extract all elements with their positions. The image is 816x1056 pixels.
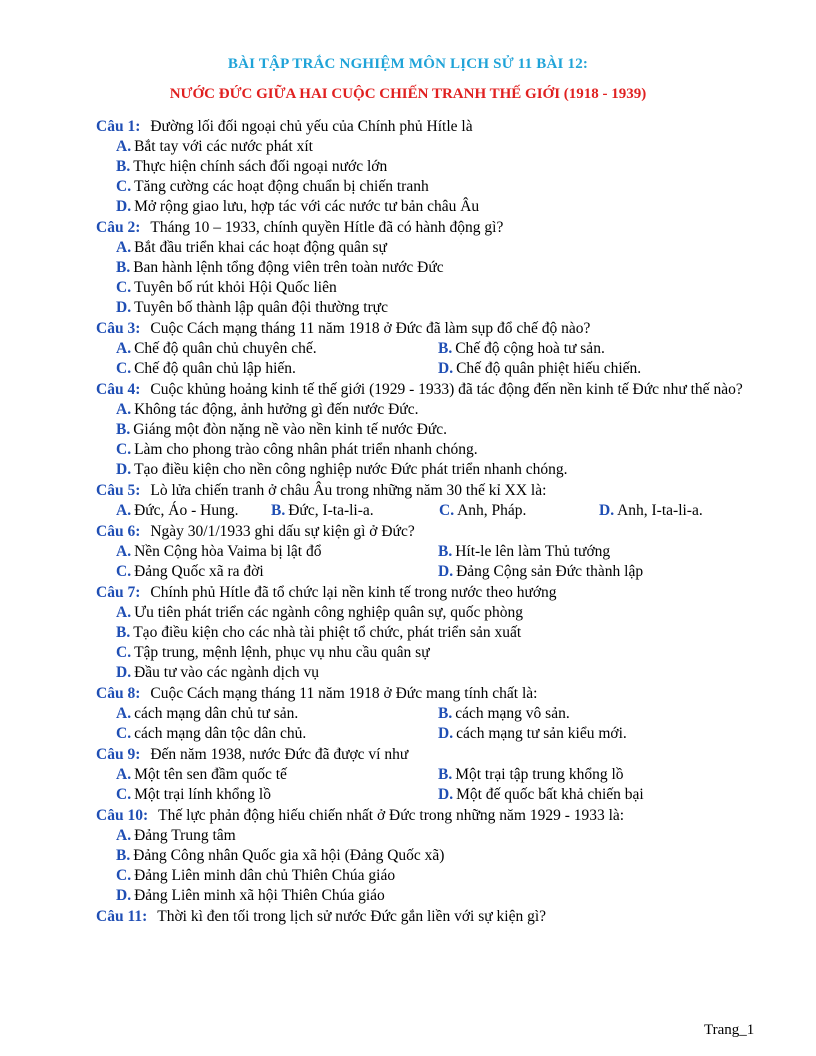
option-row [116, 177, 766, 197]
answer-options [96, 137, 766, 217]
option-row [116, 785, 766, 805]
option-text: Ban hành lệnh tổng động viên trên toàn nước Đức [133, 259, 444, 276]
option-text: Bắt đầu triển khai các hoạt động quân sự [134, 239, 387, 256]
option-letter: B. [116, 421, 131, 438]
option-row [116, 137, 766, 157]
answer-option [116, 663, 319, 683]
answer-option [116, 724, 438, 744]
answer-option [116, 339, 438, 359]
option-letter: B. [116, 158, 131, 175]
question-stem [96, 380, 766, 400]
option-text: Tạo điều kiện cho nền công nghiệp nước Đức phát triển nhanh chóng. [134, 461, 568, 478]
option-letter: A. [116, 401, 132, 418]
option-letter: B. [116, 624, 131, 641]
question-text: Thời kì đen tối trong lịch sử nước Đức gắn liền với sự kiện gì? [157, 908, 547, 925]
question-text: Cuộc khủng hoảng kinh tế thế giới (1929 - 1933) đã tác động đến nền kinh tế Đức như thế nào? [150, 381, 743, 398]
answer-options [96, 765, 766, 805]
option-text: Một đế quốc bất khả chiến bại [456, 786, 644, 803]
option-letter: D. [599, 502, 615, 519]
question-label: Câu 8: [96, 685, 141, 702]
option-letter: D. [438, 563, 454, 580]
option-letter: D. [116, 299, 132, 316]
question-stem [96, 907, 766, 927]
option-letter: B. [116, 847, 131, 864]
answer-option [438, 562, 760, 582]
question-text: Đến năm 1938, nước Đức đã được ví như [150, 746, 409, 763]
option-text: cách mạng vô sản. [455, 705, 570, 722]
option-letter: B. [438, 340, 453, 357]
answer-option [116, 846, 444, 866]
answer-option [599, 501, 703, 521]
option-text: Không tác động, ảnh hưởng gì đến nước Đức. [134, 401, 419, 418]
option-row [116, 623, 766, 643]
question-item [96, 907, 766, 927]
option-text: Giáng một đòn nặng nề vào nền kinh tế nước Đức. [133, 421, 448, 438]
option-text: cách mạng dân tộc dân chủ. [134, 725, 307, 742]
question-text: Cuộc Cách mạng tháng 11 năm 1918 ở Đức mang tính chất là: [150, 685, 538, 702]
option-row [116, 157, 766, 177]
question-label: Câu 3: [96, 320, 141, 337]
option-letter: A. [116, 543, 132, 560]
question-item [96, 380, 766, 480]
option-row [116, 238, 766, 258]
option-letter: C. [116, 178, 132, 195]
answer-option [116, 623, 521, 643]
option-letter: A. [116, 705, 132, 722]
question-stem [96, 319, 766, 339]
answer-option [438, 785, 760, 805]
option-text: Tuyên bố thành lập quân đội thường trực [134, 299, 388, 316]
option-text: Anh, I-ta-li-a. [617, 502, 703, 519]
option-row [116, 400, 766, 420]
page-number: Trang_1 [704, 1022, 755, 1038]
option-text: Ưu tiên phát triển các ngành công nghiệp quân sự, quốc phòng [134, 604, 523, 621]
answer-option [116, 603, 523, 623]
option-letter: A. [116, 239, 132, 256]
option-row [116, 826, 766, 846]
document-title: BÀI TẬP TRẮC NGHIỆM MÔN LỊCH SỬ 11 BÀI 12: [227, 56, 589, 72]
answer-option [116, 400, 418, 420]
answer-option [116, 157, 387, 177]
option-text: Nền Cộng hòa Vaima bị lật đổ [134, 543, 322, 560]
option-row [116, 603, 766, 623]
option-text: Tập trung, mệnh lệnh, phục vụ nhu cầu quân sự [134, 644, 430, 661]
option-letter: A. [116, 138, 132, 155]
question-item [96, 117, 766, 217]
question-text: Thế lực phản động hiếu chiến nhất ở Đức trong những năm 1929 - 1933 là: [158, 807, 625, 824]
question-stem [96, 522, 766, 542]
question-stem [96, 218, 766, 238]
option-letter: B. [271, 502, 286, 519]
question-item [96, 481, 766, 521]
answer-option [116, 542, 438, 562]
option-letter: A. [116, 766, 132, 783]
option-row [116, 278, 766, 298]
option-row [116, 886, 766, 906]
option-letter: A. [116, 827, 132, 844]
answer-option [116, 137, 313, 157]
option-text: Hít-le lên làm Thủ tướng [455, 543, 611, 560]
option-letter: D. [116, 664, 132, 681]
option-text: Làm cho phong trào công nhân phát triển nhanh chóng. [134, 441, 478, 458]
answer-option [116, 197, 479, 217]
answer-options [96, 339, 766, 379]
question-label: Câu 1: [96, 118, 141, 135]
option-text: Anh, Pháp. [457, 502, 527, 519]
answer-option [116, 643, 430, 663]
option-text: Một tên sen đầm quốc tế [134, 766, 287, 783]
option-letter: C. [116, 360, 132, 377]
option-row [116, 765, 766, 785]
question-item [96, 806, 766, 906]
answer-option [438, 542, 760, 562]
option-row [116, 197, 766, 217]
option-text: Tuyên bố rút khỏi Hội Quốc liên [134, 279, 337, 296]
question-label: Câu 10: [96, 807, 149, 824]
option-letter: C. [116, 725, 132, 742]
question-list [96, 116, 766, 927]
question-item [96, 319, 766, 379]
option-text: Chế độ quân chủ chuyên chế. [134, 340, 317, 357]
question-text: Đường lối đối ngoại chủ yếu của Chính phủ Hítle là [150, 118, 473, 135]
answer-option [116, 420, 447, 440]
answer-option [116, 765, 438, 785]
answer-option [438, 359, 760, 379]
answer-option [116, 359, 438, 379]
option-row [116, 704, 766, 724]
option-letter: A. [116, 340, 132, 357]
question-label: Câu 11: [96, 908, 148, 925]
question-label: Câu 6: [96, 523, 141, 540]
option-letter: C. [116, 441, 132, 458]
option-text: Thực hiện chính sách đối ngoại nước lớn [133, 158, 388, 175]
answer-option [438, 724, 760, 744]
option-text: Bắt tay với các nước phát xít [134, 138, 313, 155]
option-row [116, 724, 766, 744]
answer-option [116, 278, 337, 298]
option-letter: C. [116, 563, 132, 580]
option-letter: A. [116, 502, 132, 519]
option-text: Đức, I-ta-li-a. [288, 502, 374, 519]
option-letter: D. [116, 198, 132, 215]
option-text: Đầu tư vào các ngành dịch vụ [134, 664, 319, 681]
option-text: Chế độ quân phiệt hiếu chiến. [456, 360, 642, 377]
document-subtitle: NƯỚC ĐỨC GIỮA HAI CUỘC CHIẾN TRANH THẾ GIỚI (1918 - 1939) [169, 86, 647, 102]
answer-option [116, 177, 429, 197]
question-text: Tháng 10 – 1933, chính quyền Hítle đã có hành động gì? [150, 219, 504, 236]
question-stem [96, 583, 766, 603]
option-letter: B. [438, 543, 453, 560]
answer-option [116, 258, 444, 278]
question-item [96, 218, 766, 318]
option-row [116, 339, 766, 359]
question-stem [96, 806, 766, 826]
option-row [116, 562, 766, 582]
option-text: Tạo điều kiện cho các nhà tài phiệt tổ chức, phát triển sản xuất [133, 624, 522, 641]
option-text: Tăng cường các hoạt động chuẩn bị chiến tranh [134, 178, 429, 195]
answer-options [96, 400, 766, 480]
question-label: Câu 5: [96, 482, 141, 499]
question-stem [96, 117, 766, 137]
answer-option [438, 704, 760, 724]
option-text: Đảng Cộng sản Đức thành lập [456, 563, 644, 580]
question-label: Câu 7: [96, 584, 141, 601]
question-item [96, 745, 766, 805]
option-letter: A. [116, 604, 132, 621]
answer-options [96, 603, 766, 683]
answer-option [116, 501, 271, 521]
option-letter: C. [116, 867, 132, 884]
answer-option [116, 238, 387, 258]
answer-option [116, 866, 395, 886]
answer-option [271, 501, 439, 521]
option-letter: C. [116, 786, 132, 803]
option-row [116, 846, 766, 866]
question-stem [96, 481, 766, 501]
answer-option [438, 765, 760, 785]
option-row [116, 258, 766, 278]
option-letter: C. [116, 644, 132, 661]
option-letter: D. [438, 725, 454, 742]
option-letter: D. [116, 887, 132, 904]
option-row [116, 420, 766, 440]
question-item [96, 522, 766, 582]
question-text: Ngày 30/1/1933 ghi dấu sự kiện gì ở Đức? [150, 523, 415, 540]
option-row [116, 460, 766, 480]
answer-options [96, 238, 766, 318]
option-text: Đảng Trung tâm [134, 827, 236, 844]
answer-options [96, 704, 766, 744]
option-text: Đảng Công nhân Quốc gia xã hội (Đảng Quốc xã) [133, 847, 445, 864]
option-text: Đảng Quốc xã ra đời [134, 563, 264, 580]
option-row [116, 501, 766, 521]
answer-options [96, 501, 766, 521]
answer-option [116, 440, 478, 460]
question-item [96, 583, 766, 683]
answer-option [116, 460, 568, 480]
answer-option [116, 298, 388, 318]
question-text: Lò lửa chiến tranh ở châu Âu trong những năm 30 thế kỉ XX là: [150, 482, 547, 499]
option-row [116, 359, 766, 379]
answer-option [116, 562, 438, 582]
question-text: Chính phủ Hítle đã tổ chức lại nền kinh tế trong nước theo hướng [150, 584, 557, 601]
option-row [116, 440, 766, 460]
answer-option [116, 826, 236, 846]
option-letter: D. [438, 360, 454, 377]
option-text: Một trại lính khổng lồ [134, 786, 271, 803]
option-letter: C. [116, 279, 132, 296]
option-text: Đức, Áo - Hung. [134, 502, 239, 519]
option-text: Đảng Liên minh xã hội Thiên Chúa giáo [134, 887, 385, 904]
option-text: Chế độ quân chủ lập hiến. [134, 360, 296, 377]
option-text: Đảng Liên minh dân chủ Thiên Chúa giáo [134, 867, 396, 884]
question-label: Câu 2: [96, 219, 141, 236]
answer-options [96, 826, 766, 906]
question-label: Câu 9: [96, 746, 141, 763]
answer-options [96, 542, 766, 582]
answer-option [116, 886, 385, 906]
question-label: Câu 4: [96, 381, 141, 398]
question-item [96, 684, 766, 744]
option-row [116, 542, 766, 562]
option-text: Một trại tập trung khổng lồ [455, 766, 624, 783]
option-letter: D. [438, 786, 454, 803]
question-stem [96, 684, 766, 704]
option-text: Chế độ cộng hoà tư sản. [455, 340, 605, 357]
answer-option [439, 501, 599, 521]
option-row [116, 866, 766, 886]
answer-option [438, 339, 760, 359]
answer-option [116, 785, 438, 805]
option-text: Mở rộng giao lưu, hợp tác với các nước tư bản châu Âu [134, 198, 480, 215]
option-text: cách mạng tư sản kiểu mới. [456, 725, 627, 742]
option-text: cách mạng dân chủ tư sản. [134, 705, 299, 722]
option-letter: D. [116, 461, 132, 478]
option-letter: B. [116, 259, 131, 276]
question-stem [96, 745, 766, 765]
option-letter: B. [438, 705, 453, 722]
option-row [116, 643, 766, 663]
option-row [116, 663, 766, 683]
question-text: Cuộc Cách mạng tháng 11 năm 1918 ở Đức đã làm sụp đổ chế độ nào? [150, 320, 591, 337]
option-letter: B. [438, 766, 453, 783]
option-row [116, 298, 766, 318]
answer-option [116, 704, 438, 724]
option-letter: C. [439, 502, 455, 519]
